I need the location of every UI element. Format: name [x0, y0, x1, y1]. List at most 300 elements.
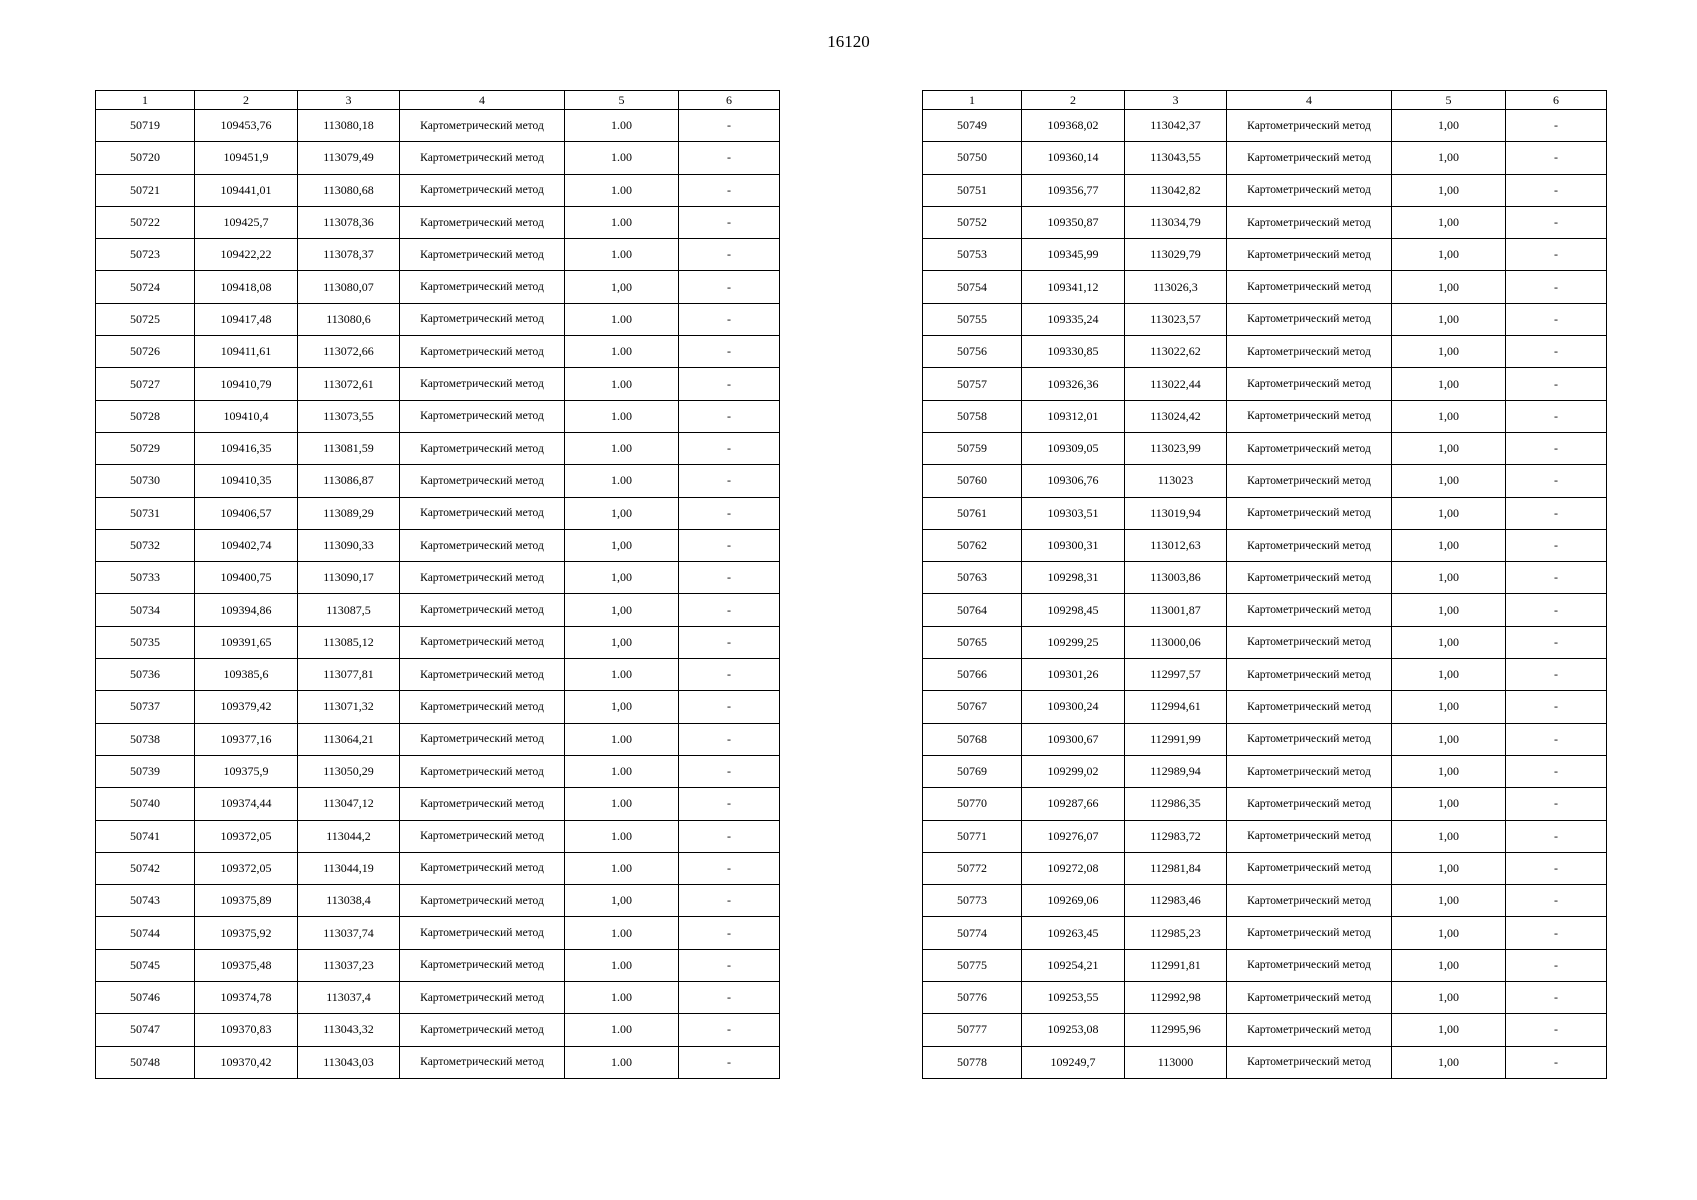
y-coordinate-cell: 113064,21 — [298, 723, 400, 755]
point-number-cell: 50728 — [96, 400, 195, 432]
accuracy-cell: 1.00 — [565, 206, 679, 238]
method-cell: Картометрический метод — [400, 497, 565, 529]
method-cell: Картометрический метод — [400, 400, 565, 432]
note-cell: - — [679, 852, 780, 884]
note-cell: - — [679, 432, 780, 464]
y-coordinate-cell: 113050,29 — [298, 755, 400, 787]
table-row — [923, 142, 1607, 174]
column-header: 2 — [1022, 91, 1125, 110]
accuracy-cell: 1,00 — [1392, 336, 1506, 368]
note-cell: - — [679, 303, 780, 335]
accuracy-cell: 1.00 — [565, 174, 679, 206]
column-header: 1 — [96, 91, 195, 110]
point-number-cell: 50748 — [96, 1046, 195, 1078]
method-cell: Картометрический метод — [1227, 432, 1392, 464]
table-row — [923, 949, 1607, 981]
accuracy-cell: 1,00 — [565, 271, 679, 303]
point-number-cell: 50774 — [923, 917, 1022, 949]
table-row — [96, 142, 780, 174]
accuracy-cell: 1.00 — [565, 1046, 679, 1078]
x-coordinate-cell: 109391,65 — [195, 626, 298, 658]
method-cell: Картометрический метод — [1227, 142, 1392, 174]
x-coordinate-cell: 109309,05 — [1022, 432, 1125, 464]
x-coordinate-cell: 109377,16 — [195, 723, 298, 755]
method-cell: Картометрический метод — [1227, 1046, 1392, 1078]
method-cell: Картометрический метод — [400, 723, 565, 755]
y-coordinate-cell: 113001,87 — [1125, 594, 1227, 626]
point-number-cell: 50751 — [923, 174, 1022, 206]
accuracy-cell: 1,00 — [1392, 982, 1506, 1014]
accuracy-cell: 1.00 — [565, 465, 679, 497]
accuracy-cell: 1.00 — [565, 852, 679, 884]
accuracy-cell: 1,00 — [1392, 432, 1506, 464]
accuracy-cell: 1,00 — [1392, 691, 1506, 723]
table-row — [96, 368, 780, 400]
y-coordinate-cell: 113073,55 — [298, 400, 400, 432]
y-coordinate-cell: 113072,61 — [298, 368, 400, 400]
note-cell: - — [1506, 336, 1607, 368]
y-coordinate-cell: 113037,23 — [298, 949, 400, 981]
point-number-cell: 50740 — [96, 788, 195, 820]
x-coordinate-cell: 109418,08 — [195, 271, 298, 303]
table-row — [923, 885, 1607, 917]
accuracy-cell: 1,00 — [1392, 497, 1506, 529]
table-row — [923, 271, 1607, 303]
table-row — [96, 529, 780, 561]
table-row — [923, 852, 1607, 884]
method-cell: Картометрический метод — [1227, 723, 1392, 755]
point-number-cell: 50734 — [96, 594, 195, 626]
note-cell: - — [679, 497, 780, 529]
note-cell: - — [1506, 852, 1607, 884]
x-coordinate-cell: 109441,01 — [195, 174, 298, 206]
method-cell: Картометрический метод — [400, 626, 565, 658]
point-number-cell: 50761 — [923, 497, 1022, 529]
x-coordinate-cell: 109410,79 — [195, 368, 298, 400]
note-cell: - — [1506, 982, 1607, 1014]
accuracy-cell: 1,00 — [565, 594, 679, 626]
point-number-cell: 50762 — [923, 529, 1022, 561]
header-row — [96, 91, 780, 110]
point-number-cell: 50759 — [923, 432, 1022, 464]
x-coordinate-cell: 109422,22 — [195, 239, 298, 271]
accuracy-cell: 1,00 — [1392, 142, 1506, 174]
note-cell: - — [1506, 820, 1607, 852]
x-coordinate-cell: 109375,92 — [195, 917, 298, 949]
y-coordinate-cell: 113090,33 — [298, 529, 400, 561]
y-coordinate-cell: 113022,44 — [1125, 368, 1227, 400]
note-cell: - — [1506, 497, 1607, 529]
point-number-cell: 50730 — [96, 465, 195, 497]
point-number-cell: 50733 — [96, 562, 195, 594]
accuracy-cell: 1,00 — [1392, 755, 1506, 787]
y-coordinate-cell: 113072,66 — [298, 336, 400, 368]
table-row — [923, 723, 1607, 755]
table-row — [96, 788, 780, 820]
table-row — [923, 368, 1607, 400]
coordinates-table-left — [95, 90, 780, 1079]
point-number-cell: 50724 — [96, 271, 195, 303]
table-row — [96, 949, 780, 981]
note-cell: - — [1506, 465, 1607, 497]
note-cell: - — [1506, 691, 1607, 723]
method-cell: Картометрический метод — [1227, 303, 1392, 335]
point-number-cell: 50744 — [96, 917, 195, 949]
page-number: 16120 — [827, 32, 870, 51]
note-cell: - — [679, 820, 780, 852]
x-coordinate-cell: 109350,87 — [1022, 206, 1125, 238]
method-cell: Картометрический метод — [400, 142, 565, 174]
note-cell: - — [679, 594, 780, 626]
table-row — [96, 917, 780, 949]
accuracy-cell: 1,00 — [1392, 949, 1506, 981]
accuracy-cell: 1.00 — [565, 755, 679, 787]
accuracy-cell: 1,00 — [1392, 529, 1506, 561]
accuracy-cell: 1,00 — [565, 626, 679, 658]
table-row — [923, 788, 1607, 820]
method-cell: Картометрический метод — [400, 755, 565, 787]
x-coordinate-cell: 109394,86 — [195, 594, 298, 626]
point-number-cell: 50729 — [96, 432, 195, 464]
y-coordinate-cell: 113047,12 — [298, 788, 400, 820]
y-coordinate-cell: 113000 — [1125, 1046, 1227, 1078]
note-cell: - — [679, 982, 780, 1014]
x-coordinate-cell: 109298,45 — [1022, 594, 1125, 626]
x-coordinate-cell: 109341,12 — [1022, 271, 1125, 303]
accuracy-cell: 1,00 — [1392, 1014, 1506, 1046]
point-number-cell: 50750 — [923, 142, 1022, 174]
accuracy-cell: 1,00 — [1392, 400, 1506, 432]
point-number-cell: 50764 — [923, 594, 1022, 626]
point-number-cell: 50743 — [96, 885, 195, 917]
x-coordinate-cell: 109374,78 — [195, 982, 298, 1014]
y-coordinate-cell: 113012,63 — [1125, 529, 1227, 561]
x-coordinate-cell: 109263,45 — [1022, 917, 1125, 949]
accuracy-cell: 1.00 — [565, 400, 679, 432]
x-coordinate-cell: 109368,02 — [1022, 110, 1125, 142]
table-row — [923, 529, 1607, 561]
point-number-cell: 50738 — [96, 723, 195, 755]
x-coordinate-cell: 109410,4 — [195, 400, 298, 432]
table-row — [923, 594, 1607, 626]
x-coordinate-cell: 109370,42 — [195, 1046, 298, 1078]
note-cell: - — [679, 1014, 780, 1046]
point-number-cell: 50770 — [923, 788, 1022, 820]
x-coordinate-cell: 109345,99 — [1022, 239, 1125, 271]
point-number-cell: 50753 — [923, 239, 1022, 271]
method-cell: Картометрический метод — [400, 594, 565, 626]
point-number-cell: 50727 — [96, 368, 195, 400]
x-coordinate-cell: 109375,89 — [195, 885, 298, 917]
note-cell: - — [679, 206, 780, 238]
method-cell: Картометрический метод — [1227, 659, 1392, 691]
table-row — [923, 303, 1607, 335]
y-coordinate-cell: 113038,4 — [298, 885, 400, 917]
point-number-cell: 50765 — [923, 626, 1022, 658]
table-row — [96, 465, 780, 497]
table-row — [923, 400, 1607, 432]
note-cell: - — [679, 368, 780, 400]
point-number-cell: 50723 — [96, 239, 195, 271]
y-coordinate-cell: 113086,87 — [298, 465, 400, 497]
method-cell: Картометрический метод — [400, 562, 565, 594]
x-coordinate-cell: 109254,21 — [1022, 949, 1125, 981]
x-coordinate-cell: 109330,85 — [1022, 336, 1125, 368]
note-cell: - — [1506, 562, 1607, 594]
y-coordinate-cell: 113079,49 — [298, 142, 400, 174]
accuracy-cell: 1.00 — [565, 788, 679, 820]
method-cell: Картометрический метод — [400, 271, 565, 303]
table-row — [923, 820, 1607, 852]
x-coordinate-cell: 109312,01 — [1022, 400, 1125, 432]
note-cell: - — [1506, 142, 1607, 174]
note-cell: - — [1506, 174, 1607, 206]
accuracy-cell: 1,00 — [1392, 239, 1506, 271]
x-coordinate-cell: 109451,9 — [195, 142, 298, 174]
point-number-cell: 50763 — [923, 562, 1022, 594]
x-coordinate-cell: 109360,14 — [1022, 142, 1125, 174]
note-cell: - — [679, 400, 780, 432]
column-header: 3 — [1125, 91, 1227, 110]
point-number-cell: 50772 — [923, 852, 1022, 884]
x-coordinate-cell: 109276,07 — [1022, 820, 1125, 852]
table-row — [923, 982, 1607, 1014]
note-cell: - — [679, 110, 780, 142]
method-cell: Картометрический метод — [1227, 110, 1392, 142]
point-number-cell: 50741 — [96, 820, 195, 852]
y-coordinate-cell: 112997,57 — [1125, 659, 1227, 691]
method-cell: Картометрический метод — [400, 206, 565, 238]
table-row — [96, 432, 780, 464]
y-coordinate-cell: 112991,81 — [1125, 949, 1227, 981]
x-coordinate-cell: 109301,26 — [1022, 659, 1125, 691]
method-cell: Картометрический метод — [1227, 497, 1392, 529]
x-coordinate-cell: 109375,9 — [195, 755, 298, 787]
table-row — [923, 562, 1607, 594]
y-coordinate-cell: 113080,18 — [298, 110, 400, 142]
method-cell: Картометрический метод — [1227, 982, 1392, 1014]
method-cell: Картометрический метод — [1227, 626, 1392, 658]
y-coordinate-cell: 113023,99 — [1125, 432, 1227, 464]
x-coordinate-cell: 109370,83 — [195, 1014, 298, 1046]
accuracy-cell: 1,00 — [1392, 659, 1506, 691]
table-row — [96, 691, 780, 723]
y-coordinate-cell: 113087,5 — [298, 594, 400, 626]
method-cell: Картометрический метод — [1227, 336, 1392, 368]
point-number-cell: 50722 — [96, 206, 195, 238]
point-number-cell: 50771 — [923, 820, 1022, 852]
point-number-cell: 50766 — [923, 659, 1022, 691]
method-cell: Картометрический метод — [1227, 852, 1392, 884]
accuracy-cell: 1.00 — [565, 368, 679, 400]
note-cell: - — [679, 949, 780, 981]
note-cell: - — [1506, 1046, 1607, 1078]
accuracy-cell: 1.00 — [565, 723, 679, 755]
accuracy-cell: 1,00 — [1392, 271, 1506, 303]
x-coordinate-cell: 109335,24 — [1022, 303, 1125, 335]
accuracy-cell: 1,00 — [1392, 1046, 1506, 1078]
method-cell: Картометрический метод — [1227, 949, 1392, 981]
note-cell: - — [1506, 271, 1607, 303]
column-header: 6 — [679, 91, 780, 110]
method-cell: Картометрический метод — [1227, 594, 1392, 626]
method-cell: Картометрический метод — [1227, 174, 1392, 206]
note-cell: - — [679, 755, 780, 787]
table-row — [96, 174, 780, 206]
x-coordinate-cell: 109417,48 — [195, 303, 298, 335]
x-coordinate-cell: 109306,76 — [1022, 465, 1125, 497]
y-coordinate-cell: 113022,62 — [1125, 336, 1227, 368]
method-cell: Картометрический метод — [1227, 885, 1392, 917]
method-cell: Картометрический метод — [400, 917, 565, 949]
header-row — [923, 91, 1607, 110]
y-coordinate-cell: 113043,32 — [298, 1014, 400, 1046]
y-coordinate-cell: 113003,86 — [1125, 562, 1227, 594]
y-coordinate-cell: 113043,55 — [1125, 142, 1227, 174]
method-cell: Картометрический метод — [400, 303, 565, 335]
y-coordinate-cell: 113037,74 — [298, 917, 400, 949]
table-row — [96, 820, 780, 852]
accuracy-cell: 1,00 — [1392, 885, 1506, 917]
table-row — [96, 400, 780, 432]
table-row — [923, 917, 1607, 949]
table-row — [96, 723, 780, 755]
accuracy-cell: 1,00 — [1392, 174, 1506, 206]
point-number-cell: 50731 — [96, 497, 195, 529]
note-cell: - — [1506, 723, 1607, 755]
point-number-cell: 50752 — [923, 206, 1022, 238]
x-coordinate-cell: 109402,74 — [195, 529, 298, 561]
y-coordinate-cell: 113089,29 — [298, 497, 400, 529]
point-number-cell: 50719 — [96, 110, 195, 142]
x-coordinate-cell: 109385,6 — [195, 659, 298, 691]
note-cell: - — [1506, 594, 1607, 626]
table-row — [96, 110, 780, 142]
note-cell: - — [679, 174, 780, 206]
point-number-cell: 50742 — [96, 852, 195, 884]
y-coordinate-cell: 113042,37 — [1125, 110, 1227, 142]
method-cell: Картометрический метод — [400, 432, 565, 464]
point-number-cell: 50757 — [923, 368, 1022, 400]
note-cell: - — [1506, 110, 1607, 142]
x-coordinate-cell: 109249,7 — [1022, 1046, 1125, 1078]
column-header: 4 — [400, 91, 565, 110]
x-coordinate-cell: 109410,35 — [195, 465, 298, 497]
point-number-cell: 50725 — [96, 303, 195, 335]
accuracy-cell: 1,00 — [1392, 110, 1506, 142]
point-number-cell: 50736 — [96, 659, 195, 691]
y-coordinate-cell: 113034,79 — [1125, 206, 1227, 238]
x-coordinate-cell: 109425,7 — [195, 206, 298, 238]
method-cell: Картометрический метод — [400, 982, 565, 1014]
table-row — [923, 239, 1607, 271]
method-cell: Картометрический метод — [1227, 271, 1392, 303]
y-coordinate-cell: 113081,59 — [298, 432, 400, 464]
point-number-cell: 50726 — [96, 336, 195, 368]
point-number-cell: 50756 — [923, 336, 1022, 368]
y-coordinate-cell: 113023 — [1125, 465, 1227, 497]
x-coordinate-cell: 109411,61 — [195, 336, 298, 368]
table-row — [96, 271, 780, 303]
y-coordinate-cell: 113080,07 — [298, 271, 400, 303]
accuracy-cell: 1.00 — [565, 142, 679, 174]
note-cell: - — [1506, 529, 1607, 561]
column-header: 4 — [1227, 91, 1392, 110]
method-cell: Картометрический метод — [400, 788, 565, 820]
accuracy-cell: 1.00 — [565, 949, 679, 981]
column-header: 2 — [195, 91, 298, 110]
accuracy-cell: 1,00 — [1392, 852, 1506, 884]
y-coordinate-cell: 113019,94 — [1125, 497, 1227, 529]
y-coordinate-cell: 112985,23 — [1125, 917, 1227, 949]
table-row — [923, 691, 1607, 723]
table-row — [923, 1046, 1607, 1078]
note-cell: - — [679, 885, 780, 917]
method-cell: Картометрический метод — [400, 1046, 565, 1078]
x-coordinate-cell: 109379,42 — [195, 691, 298, 723]
point-number-cell: 50737 — [96, 691, 195, 723]
point-number-cell: 50777 — [923, 1014, 1022, 1046]
x-coordinate-cell: 109453,76 — [195, 110, 298, 142]
x-coordinate-cell: 109400,75 — [195, 562, 298, 594]
accuracy-cell: 1,00 — [565, 529, 679, 561]
y-coordinate-cell: 113024,42 — [1125, 400, 1227, 432]
note-cell: - — [679, 562, 780, 594]
table-row — [96, 885, 780, 917]
point-number-cell: 50767 — [923, 691, 1022, 723]
table-row — [923, 659, 1607, 691]
method-cell: Картометрический метод — [400, 368, 565, 400]
point-number-cell: 50768 — [923, 723, 1022, 755]
method-cell: Картометрический метод — [400, 239, 565, 271]
note-cell: - — [679, 239, 780, 271]
method-cell: Картометрический метод — [1227, 820, 1392, 852]
note-cell: - — [1506, 303, 1607, 335]
method-cell: Картометрический метод — [400, 110, 565, 142]
x-coordinate-cell: 109272,08 — [1022, 852, 1125, 884]
method-cell: Картометрический метод — [1227, 691, 1392, 723]
accuracy-cell: 1,00 — [1392, 206, 1506, 238]
accuracy-cell: 1,00 — [1392, 594, 1506, 626]
method-cell: Картометрический метод — [1227, 1014, 1392, 1046]
point-number-cell: 50778 — [923, 1046, 1022, 1078]
y-coordinate-cell: 112995,96 — [1125, 1014, 1227, 1046]
accuracy-cell: 1,00 — [1392, 626, 1506, 658]
table-row — [923, 1014, 1607, 1046]
note-cell: - — [1506, 949, 1607, 981]
method-cell: Картометрический метод — [400, 885, 565, 917]
table-row — [96, 562, 780, 594]
table-row — [923, 626, 1607, 658]
method-cell: Картометрический метод — [1227, 400, 1392, 432]
table-row — [923, 336, 1607, 368]
y-coordinate-cell: 113085,12 — [298, 626, 400, 658]
y-coordinate-cell: 113042,82 — [1125, 174, 1227, 206]
table-row — [96, 852, 780, 884]
column-header: 5 — [1392, 91, 1506, 110]
y-coordinate-cell: 112991,99 — [1125, 723, 1227, 755]
accuracy-cell: 1.00 — [565, 303, 679, 335]
x-coordinate-cell: 109303,51 — [1022, 497, 1125, 529]
y-coordinate-cell: 112992,98 — [1125, 982, 1227, 1014]
y-coordinate-cell: 112986,35 — [1125, 788, 1227, 820]
note-cell: - — [679, 271, 780, 303]
table-row — [96, 1046, 780, 1078]
x-coordinate-cell: 109269,06 — [1022, 885, 1125, 917]
note-cell: - — [1506, 885, 1607, 917]
accuracy-cell: 1,00 — [1392, 723, 1506, 755]
point-number-cell: 50721 — [96, 174, 195, 206]
